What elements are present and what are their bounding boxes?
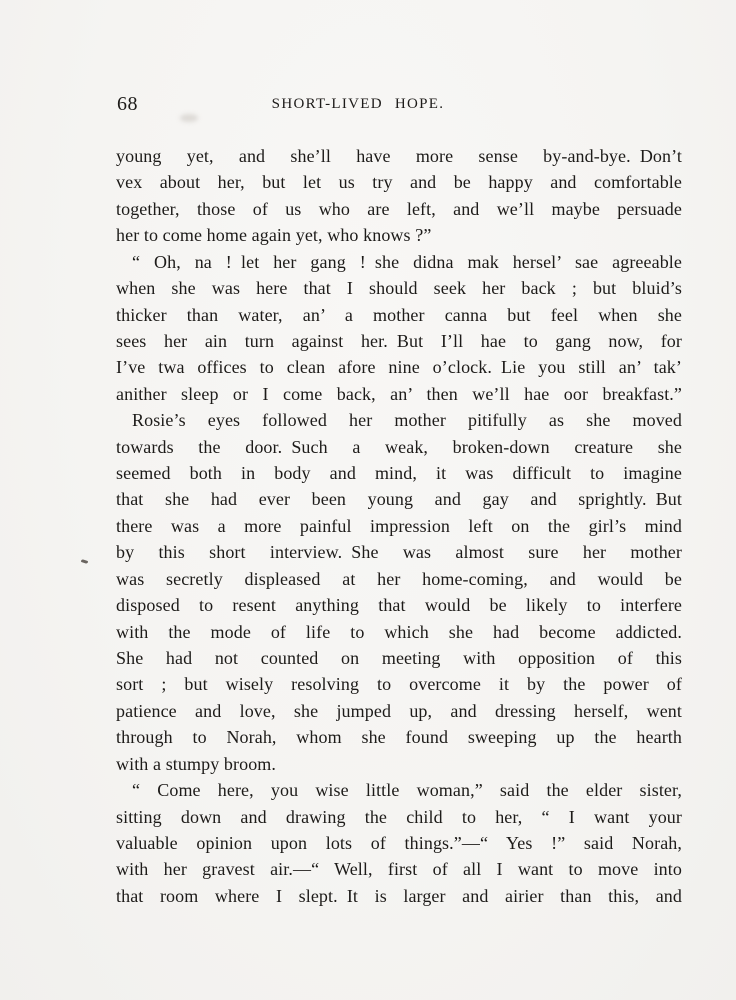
- text-line: together, those of us who are left, and we’ll maybe persuade: [116, 198, 682, 219]
- ink-speck: [81, 559, 89, 564]
- text-line: Rosie’s eyes followed her mother pitifully as she moved: [132, 410, 682, 431]
- text-line: She had not counted on meeting with opposition of this: [116, 648, 682, 669]
- running-head: [0, 93, 736, 115]
- text-line: disposed to resent anything that would be likely to interfere: [116, 595, 682, 616]
- text-line: seemed both in body and mind, it was difficult to imagine: [116, 463, 682, 484]
- paragraph: [116, 249, 682, 408]
- text-line: her to come home again yet, who knows ?”: [116, 225, 432, 246]
- text-line: valuable opinion upon lots of things.”—“ Yes !” said Norah,: [116, 832, 682, 853]
- text-line: with her gravest air.—“ Well, first of all I want to move into: [116, 859, 682, 880]
- paragraph: [116, 407, 682, 777]
- text-line: with the mode of life to which she had become addicted.: [116, 621, 682, 642]
- text-line: thicker than water, an’ a mother canna but feel when she: [116, 304, 682, 325]
- text-line: “ Come here, you wise little woman,” said the elder sister,: [132, 780, 682, 801]
- scan-smudge: [180, 114, 198, 122]
- text-line: with a stumpy broom.: [116, 753, 276, 774]
- text-line: sitting down and drawing the child to her, “ I want your: [116, 806, 682, 827]
- text-line: sort ; but wisely resolving to overcome it by the power of: [116, 674, 682, 695]
- text-line: vex about her, but let us try and be happy and comfortable: [116, 172, 682, 193]
- paragraph: [116, 143, 682, 249]
- text-line: I’ve twa offices to clean afore nine o’clock. Lie you still an’ tak’: [116, 357, 682, 378]
- body-text: [116, 143, 682, 909]
- text-line: was secretly displeased at her home-coming, and would be: [116, 568, 682, 589]
- text-line: that she had ever been young and gay and sprightly. But: [116, 489, 682, 510]
- text-line: sees her ain turn against her. But I’ll hae to gang now, for: [116, 330, 682, 351]
- text-line: anither sleep or I come back, an’ then we’ll hae oor breakfast.”: [116, 383, 682, 404]
- text-line: by this short interview. She was almost sure her mother: [116, 542, 682, 563]
- text-line: when she was here that I should seek her back ; but bluid’s: [116, 278, 682, 299]
- text-line: patience and love, she jumped up, and dressing herself, went: [116, 700, 682, 721]
- text-line: young yet, and she’ll have more sense by-and-bye. Don’t: [116, 146, 682, 166]
- page-number: 68: [117, 93, 138, 115]
- page-title: SHORT-LIVED HOPE.: [271, 96, 445, 112]
- text-line: through to Norah, whom she found sweeping up the hearth: [116, 727, 682, 748]
- text-line: there was a more painful impression left on the girl’s mind: [116, 515, 682, 536]
- paragraph: [116, 777, 682, 909]
- text-line: “ Oh, na ! let her gang ! she didna mak hersel’ sae agreeable: [132, 251, 682, 272]
- text-line: towards the door. Such a weak, broken-down creature she: [116, 436, 682, 457]
- text-line: that room where I slept. It is larger and airier than this, and: [116, 885, 682, 906]
